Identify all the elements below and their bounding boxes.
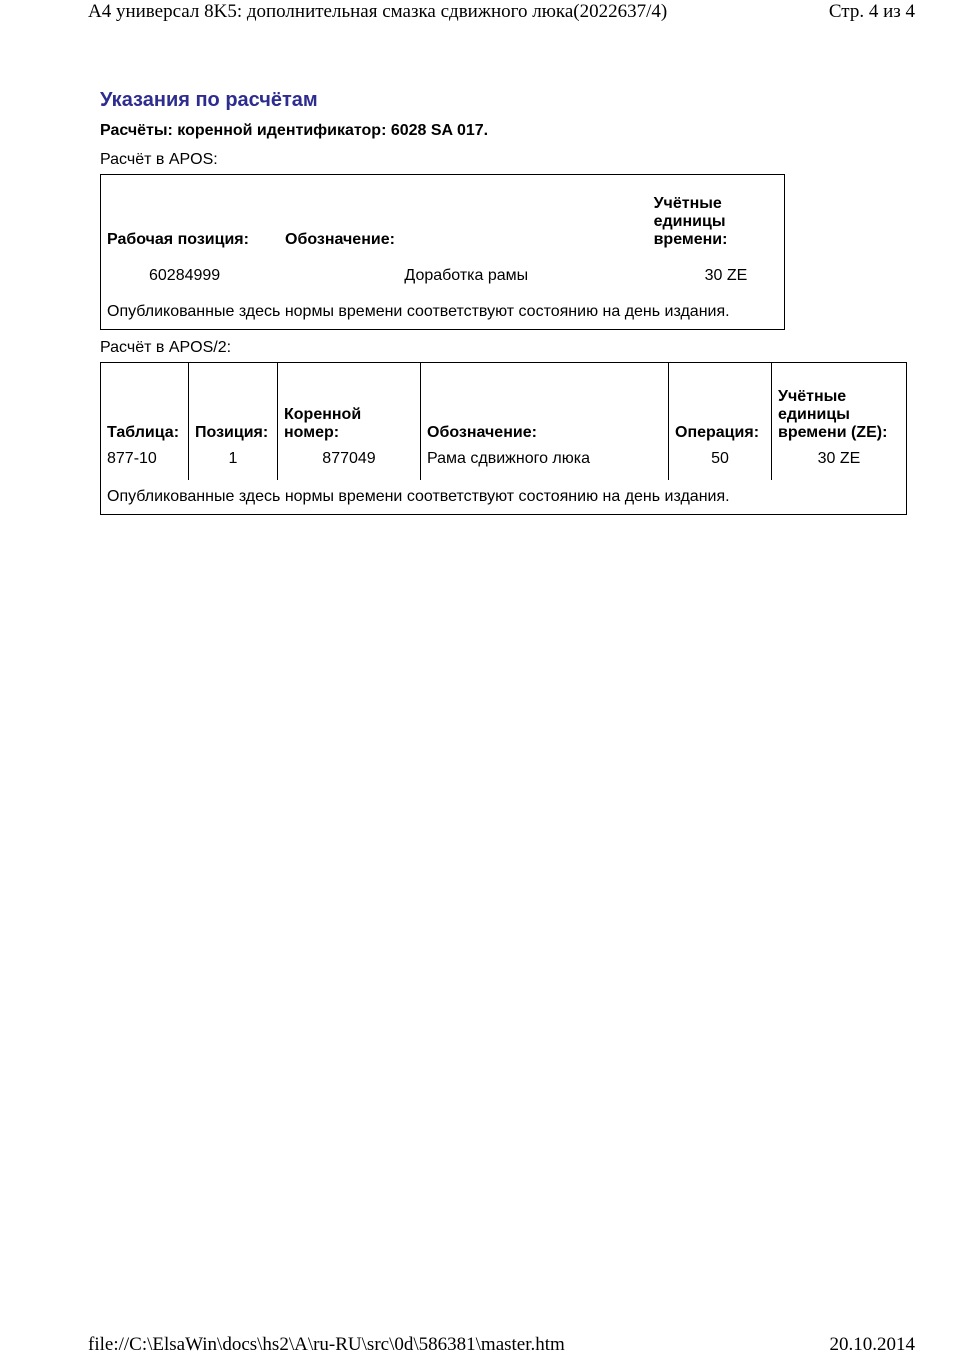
col-time-units-ze: Учётные единицы времени (ZE): — [778, 388, 888, 441]
apos2-table — [100, 362, 907, 516]
col-table: Таблица: — [107, 424, 180, 441]
time-norms-note: Опубликованные здесь нормы времени соответствуют состоянию на день издания. — [107, 302, 730, 320]
main-content — [100, 86, 907, 515]
designation-value: Доработка рамы — [404, 266, 529, 284]
designation-value: Рама сдвижного люка — [421, 448, 669, 480]
position-value: 1 — [189, 448, 278, 480]
print-date: 20.10.2014 — [829, 1334, 915, 1355]
file-path: file://C:\ElsaWin\docs\hs2\A\ru-RU\src\0d\586381\master.htm — [88, 1334, 565, 1355]
print-header — [0, 0, 960, 30]
col-position: Позиция: — [189, 362, 278, 448]
table-row — [101, 255, 785, 297]
time-norms-note: Опубликованные здесь нормы времени соответствуют состоянию на день издания. — [107, 488, 730, 505]
section-heading: Указания по расчётам — [100, 89, 318, 111]
apos-table — [100, 174, 785, 330]
operation-value: 50 — [669, 448, 772, 480]
col-time-units: Учётные единицы времени: — [653, 194, 728, 248]
apos2-intro: Расчёт в APOS/2: — [100, 338, 232, 356]
col-designation: Обозначение: — [421, 362, 669, 448]
apos-intro: Расчёт в APOS: — [100, 151, 218, 168]
root-identifier: Расчёты: коренной идентификатор: 6028 SA 017. — [100, 122, 489, 139]
col-operation: Операция: — [669, 362, 772, 448]
time-units-value: 30 ZE — [772, 448, 907, 480]
table-row — [101, 448, 907, 480]
root-number-value: 877049 — [278, 448, 421, 480]
page-number: Стр. 4 из 4 — [828, 1, 915, 22]
col-root-number: Коренной номер: — [284, 406, 362, 441]
work-position-value: 60284999 — [149, 266, 221, 284]
table-value: 877-10 — [107, 450, 157, 467]
document-title: A4 универсал 8K5: дополнительная смазка сдвижного люка(2022637/4) — [88, 1, 668, 22]
col-designation: Обозначение: — [285, 230, 395, 248]
print-footer — [0, 1334, 960, 1358]
col-work-position: Рабочая позиция: — [107, 230, 249, 248]
time-units-value: 30 ZE — [704, 266, 748, 284]
